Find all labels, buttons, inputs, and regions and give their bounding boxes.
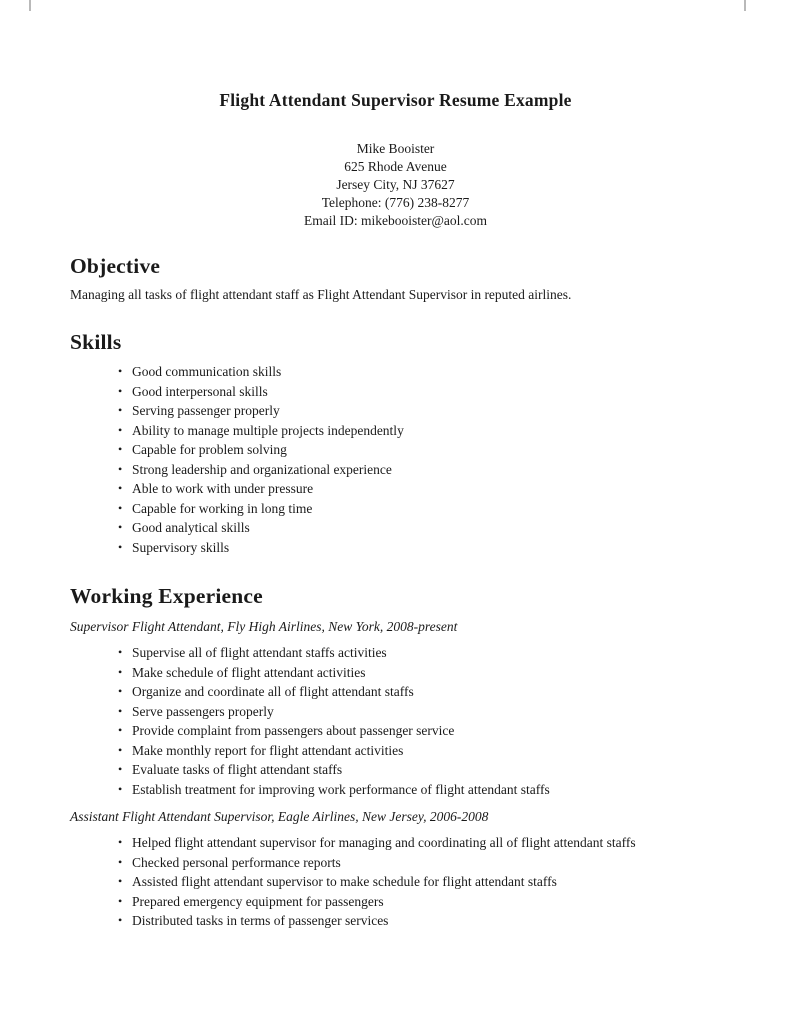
job-duties-list-supervisor <box>70 643 721 799</box>
list-item: • Make monthly report for flight attendant activities <box>118 741 721 761</box>
list-item: • Organize and coordinate all of flight attendant staffs <box>118 682 721 702</box>
list-item: • Ability to manage multiple projects independently <box>118 421 721 441</box>
list-item: • Helped flight attendant supervisor for managing and coordinating all of flight attendant staffs <box>118 833 721 853</box>
list-item: • Supervise all of flight attendant staffs activities <box>118 643 721 663</box>
page-title: Flight Attendant Supervisor Resume Example <box>219 90 572 110</box>
list-item: • Serve passengers properly <box>118 702 721 722</box>
page-corner-mark-right <box>744 0 746 11</box>
job-title-assistant: Assistant Flight Attendant Supervisor, Eagle Airlines, New Jersey, 2006-2008 <box>70 809 489 824</box>
contact-email: Email ID: mikebooister@aol.com <box>303 213 487 228</box>
list-item: • Good analytical skills <box>118 518 721 538</box>
list-item: • Establish treatment for improving work performance of flight attendant staffs <box>118 780 721 800</box>
contact-address: 625 Rhode Avenue <box>344 159 447 174</box>
list-item: • Capable for working in long time <box>118 499 721 519</box>
contact-name: Mike Booister <box>356 141 435 156</box>
list-item: • Evaluate tasks of flight attendant staffs <box>118 760 721 780</box>
section-heading-working-experience: Working Experience <box>70 584 263 608</box>
job-duties-list-assistant <box>70 833 721 931</box>
objective-text: Managing all tasks of flight attendant staff as Flight Attendant Supervisor in reputed airlines. <box>70 287 572 302</box>
list-item: • Strong leadership and organizational experience <box>118 460 721 480</box>
list-item: • Good interpersonal skills <box>118 382 721 402</box>
list-item: • Provide complaint from passengers about passenger service <box>118 721 721 741</box>
list-item: • Good communication skills <box>118 362 721 382</box>
section-heading-skills: Skills <box>70 330 122 354</box>
list-item: • Supervisory skills <box>118 538 721 558</box>
job-title-supervisor: Supervisor Flight Attendant, Fly High Airlines, New York, 2008-present <box>70 619 458 634</box>
list-item: • Distributed tasks in terms of passenger services <box>118 911 721 931</box>
contact-block <box>70 140 721 230</box>
list-item: • Make schedule of flight attendant activities <box>118 663 721 683</box>
contact-telephone: Telephone: (776) 238-8277 <box>321 195 470 210</box>
skills-list <box>70 362 721 557</box>
page-corner-mark-left <box>29 0 31 11</box>
list-item: • Checked personal performance reports <box>118 853 721 873</box>
contact-city: Jersey City, NJ 37627 <box>336 177 455 192</box>
list-item: • Able to work with under pressure <box>118 479 721 499</box>
list-item: • Prepared emergency equipment for passengers <box>118 892 721 912</box>
section-heading-objective: Objective <box>70 254 161 278</box>
list-item: • Assisted flight attendant supervisor to make schedule for flight attendant staffs <box>118 872 721 892</box>
list-item: • Serving passenger properly <box>118 401 721 421</box>
list-item: • Capable for problem solving <box>118 440 721 460</box>
